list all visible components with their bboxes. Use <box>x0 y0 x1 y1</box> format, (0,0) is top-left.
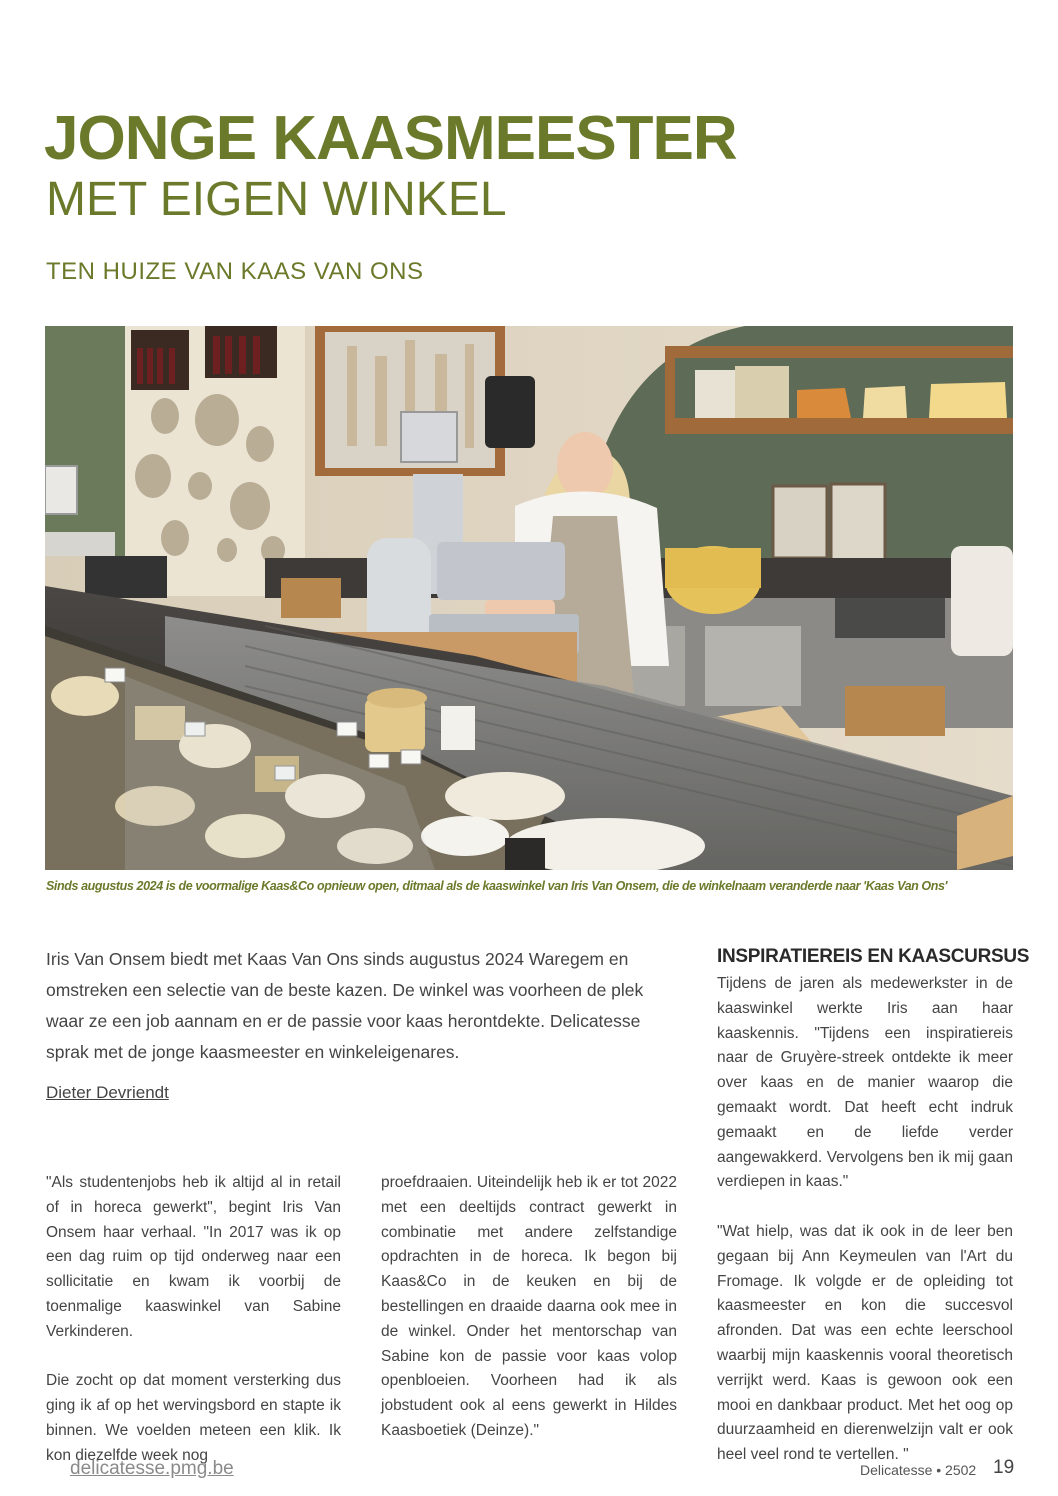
intro-paragraph: Iris Van Onsem biedt met Kaas Van Ons sinds augustus 2024 Waregem en omstreken een selectie van de beste kazen. De winkel was voorheen de plek waar ze een job aannam en er de passie voor kaas herontdekte. Delicatesse sprak met de jonge kaasmeester en winkeleigenares. <box>46 949 644 1062</box>
body-column-2 <box>381 1171 677 1444</box>
photo-caption: Sinds augustus 2024 is de voormalige Kaas&Co opnieuw open, ditmaal als de kaaswinkel van Iris Van Onsem, die de winkelnaam veranderde naar 'Kaas Van Ons' <box>46 879 948 893</box>
page-number: 19 <box>993 1457 1015 1478</box>
footer-website-link[interactable]: delicatesse.pmg.be <box>70 1458 234 1479</box>
shop-photo <box>45 326 1013 870</box>
footer-publication: Delicatesse • 2502 <box>860 1462 977 1478</box>
headline: JONGE KAASMEESTER <box>44 104 737 173</box>
body-paragraph: Tijdens de jaren als medewerkster in de kaaswinkel werkte Iris aan haar kaaskennis. "Tijdens een inspiratiereis naar de Gruyère-streek ontdekte ik meer over kaas en de manier waarop die gemaakt wordt. Dat heeft echt indruk gemaakt en de liefde verder aangewakkerd. Vervolgens ben ik mij gaan verdiepen in kaas." <box>717 975 1013 1191</box>
body-paragraph: Die zocht op dat moment versterking dus ging ik af op het wervingsbord en stapte ik binnen. We voelden meteen een klik. Ik kon diezelfde week nog <box>46 1372 341 1464</box>
section-heading: INSPIRATIEREIS EN KAASCURSUS <box>717 946 1030 967</box>
body-paragraph: proefdraaien. Uiteindelijk heb ik er tot 2022 met een deeltijds contract gewerkt in combinatie met andere zelfstandige opdrachten in de horeca. Ik begon bij Kaas&Co in de keuken en bij de bestellingen en draaide daarna ook mee in de winkel. Onder het mentorschap van Sabine kon de passie voor kaas volop openbloeien. Voorheen had ik als jobstudent ook al eens gewerkt in Hildes Kaasboetiek (Deinze)." <box>381 1174 677 1439</box>
body-paragraph: "Wat hielp, was dat ik ook in de leer ben gegaan bij Ann Keymeulen van l'Art du Fromage. Ik volgde er de opleiding tot kaasmeester en kon die succesvol afronden. Dat was een echte leerschool waarbij mijn kaaskennis vooral theoretisch verrijkt werd. Kaas is gewoon ook een mooi en dankbaar product. Met het oog op duurzaamheid en dierenwelzijn valt er ook heel veel rond te vertellen. " <box>717 1222 1013 1464</box>
body-column-3 <box>717 972 1013 1468</box>
author-byline: Dieter Devriendt <box>46 1083 169 1102</box>
body-paragraph: "Als studentenjobs heb ik altijd al in retail of in horeca gewerkt", begint Iris Van Onsem haar verhaal. "In 2017 was ik op een dag ruim op tijd onderweg naar een sollicitatie en kwam ik voorbij de toenmalige kaaswinkel van Sabine Verkinderen. <box>46 1174 341 1340</box>
body-column-1 <box>46 1171 341 1469</box>
headline-subline: MET EIGEN WINKEL <box>46 173 507 226</box>
kicker: TEN HUIZE VAN KAAS VAN ONS <box>46 258 424 285</box>
